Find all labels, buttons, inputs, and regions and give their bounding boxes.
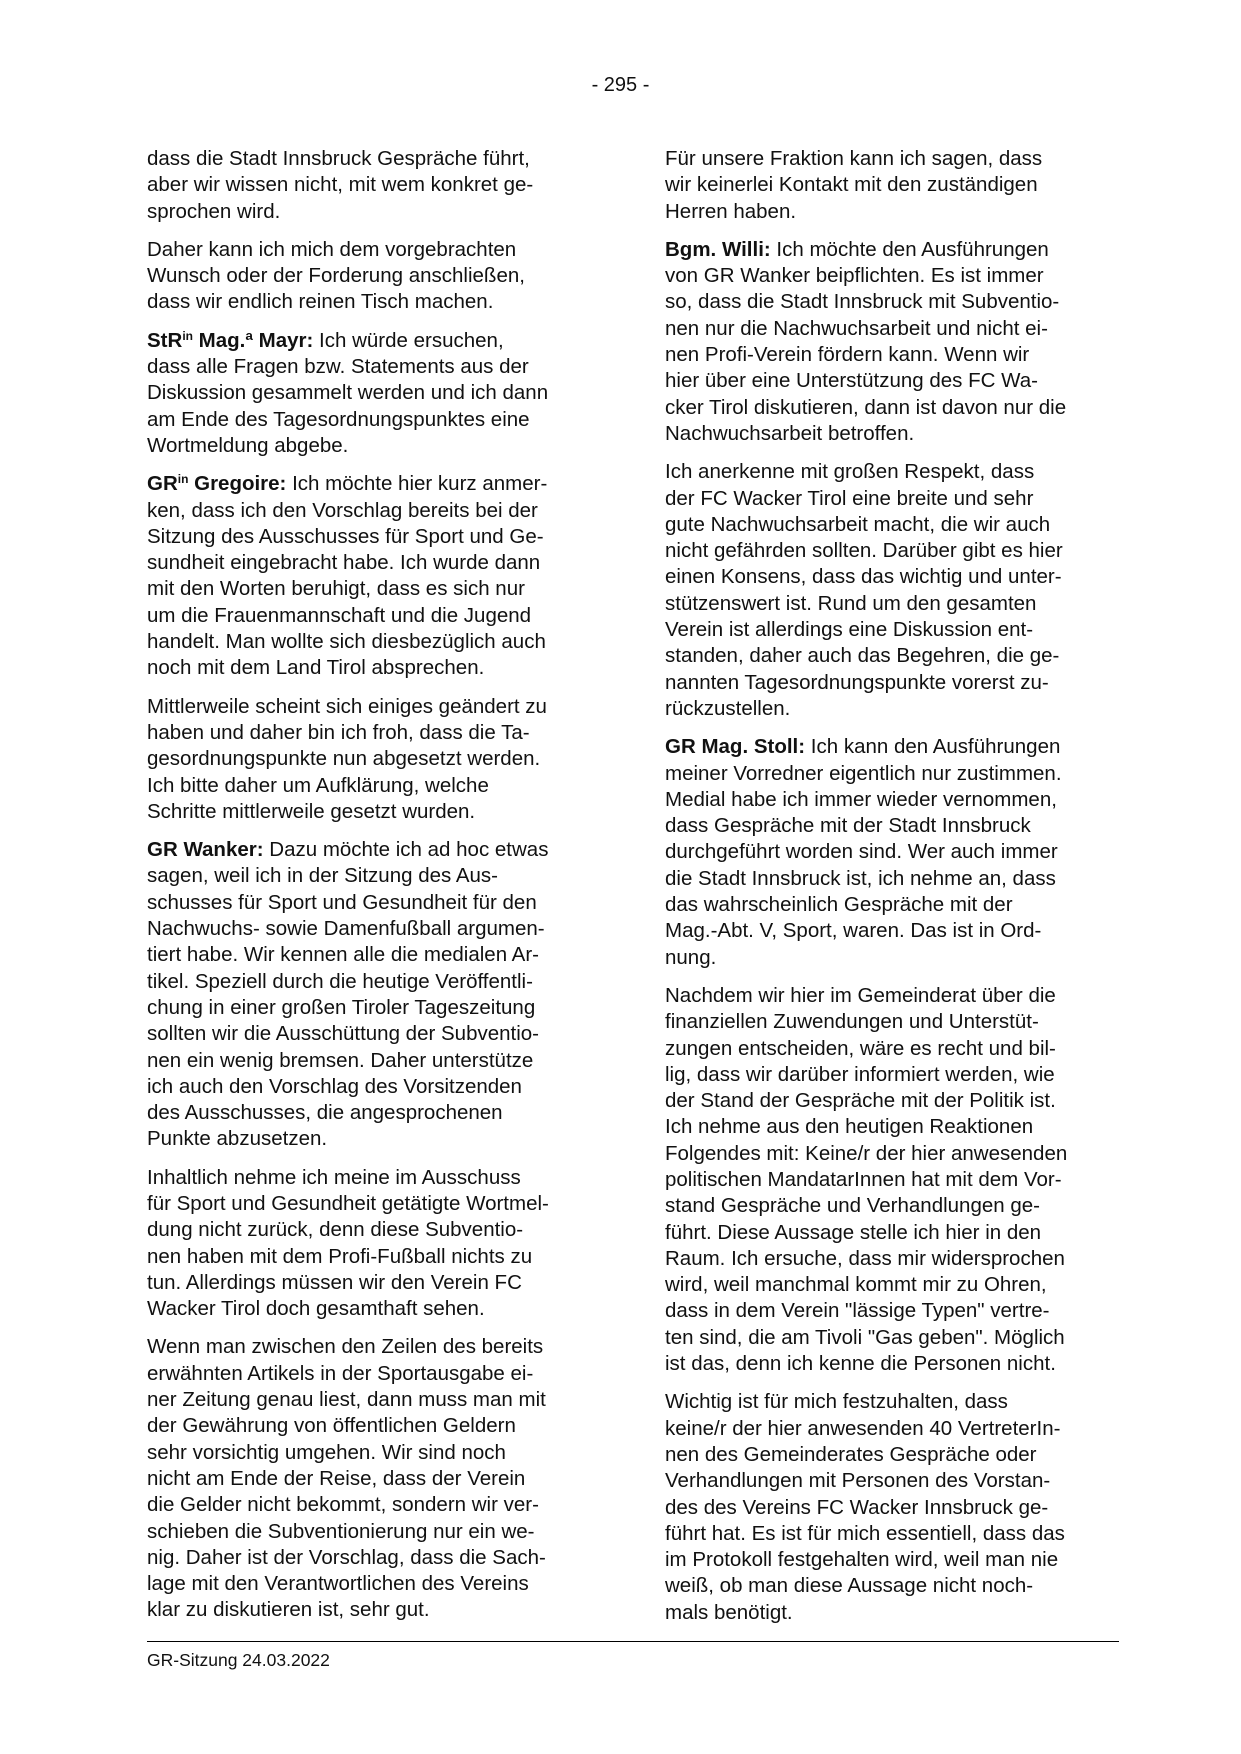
text-line: dass wir endlich reinen Tisch machen. bbox=[147, 290, 494, 314]
text-line: mit den Worten beruhigt, dass es sich nur bbox=[147, 577, 525, 601]
text-line: von GR Wanker beipflichten. Es ist immer bbox=[665, 264, 1044, 288]
text-line: GR Mag. Stoll: Ich kann den Ausführungen bbox=[665, 735, 1061, 759]
speaker-name: StR$^{in}$ Mag.ª Mayr: bbox=[147, 328, 314, 352]
text-line: stand Gespräche und Verhandlungen ge- bbox=[665, 1194, 1040, 1218]
text-line: ten sind, die am Tivoli "Gas geben". Möglich bbox=[665, 1325, 1065, 1349]
text-line: dung nicht zurück, denn diese Subventio- bbox=[147, 1218, 524, 1242]
speech-willi bbox=[665, 237, 1115, 447]
text-line: StR$^{in}$ Mag.ª Mayr: Ich würde ersuchen, bbox=[147, 328, 504, 352]
paragraph bbox=[147, 694, 597, 825]
text-line: Wenn man zwischen den Zeilen des bereits bbox=[147, 1335, 544, 1359]
text-line: des des Vereins FC Wacker Innsbruck ge- bbox=[665, 1495, 1049, 1519]
text-line: Diskussion gesammelt werden und ich dann bbox=[147, 381, 549, 405]
text-line: sollten wir die Ausschüttung der Subventio- bbox=[147, 1022, 540, 1046]
page-number: - 295 - bbox=[591, 74, 650, 96]
text-line: dass Gespräche mit der Stadt Innsbruck bbox=[665, 814, 1031, 838]
text-line: nen des Gemeinderates Gespräche oder bbox=[665, 1442, 1037, 1466]
text-line: $GR^{in}$ Gregoire: Ich möchte hier kurz anmer- bbox=[147, 472, 548, 496]
text-line: nen ein wenig bremsen. Daher unterstütze bbox=[147, 1048, 534, 1072]
text-line: Nachwuchs- sowie Damenfußball argumen- bbox=[147, 917, 545, 941]
text-line: sagen, weil ich in der Sitzung des Aus- bbox=[147, 864, 498, 888]
text-line: die Gelder nicht bekommt, sondern wir ver- bbox=[147, 1493, 539, 1517]
speech-gregoire bbox=[147, 471, 597, 681]
text-line: lig, dass wir darüber informiert werden, wie bbox=[665, 1062, 1055, 1086]
text-line: nen Profi-Verein fördern kann. Wenn wir bbox=[665, 343, 1030, 367]
text-line: tiert habe. Wir kennen alle die medialen Ar- bbox=[147, 943, 539, 967]
text-line: sehr vorsichtig umgehen. Wir sind noch bbox=[147, 1440, 506, 1464]
text-line: nannten Tagesordnungspunkte vorerst zu- bbox=[665, 670, 1049, 694]
text-line: Mag.-Abt. V, Sport, waren. Das ist in Ord- bbox=[665, 919, 1042, 943]
text-line: des Ausschusses, die angesprochenen bbox=[147, 1101, 503, 1125]
text-line: Nachdem wir hier im Gemeinderat über die bbox=[665, 983, 1056, 1007]
text-line: ken, dass ich den Vorschlag bereits bei der bbox=[147, 498, 538, 522]
speech-mayr bbox=[147, 328, 597, 459]
text-line: erwähnten Artikels in der Sportausgabe ei- bbox=[147, 1361, 534, 1385]
text-line: lage mit den Verantwortlichen des Vereins bbox=[147, 1572, 529, 1596]
text-line: Wortmeldung abgebe. bbox=[147, 433, 349, 457]
text-line: Inhaltlich nehme ich meine im Ausschuss bbox=[147, 1165, 521, 1189]
text-line: schieben die Subventionierung nur ein we- bbox=[147, 1519, 535, 1543]
text-line: dass in dem Verein "lässige Typen" vertre- bbox=[665, 1299, 1050, 1323]
right-column bbox=[665, 146, 1115, 1638]
text-line: Wichtig ist für mich festzuhalten, dass bbox=[665, 1390, 1008, 1414]
text-line: mals benötigt. bbox=[665, 1600, 793, 1624]
text-line: ich auch den Vorschlag des Vorsitzenden bbox=[147, 1074, 522, 1098]
text-line: die Stadt Innsbruck ist, ich nehme an, dass bbox=[665, 866, 1056, 890]
text-line: klar zu diskutieren ist, sehr gut. bbox=[147, 1598, 430, 1622]
speech-stoll bbox=[665, 734, 1115, 971]
text-line: so, dass die Stadt Innsbruck mit Subventio- bbox=[665, 290, 1060, 314]
text-line: Medial habe ich immer wieder vernommen, bbox=[665, 787, 1057, 811]
text-line: Folgendes mit: Keine/r der hier anwesenden bbox=[665, 1141, 1068, 1165]
text-line: Raum. Ich ersuche, dass mir widersprochen bbox=[665, 1246, 1065, 1270]
text-line: GR Wanker: Dazu möchte ich ad hoc etwas bbox=[147, 838, 549, 862]
paragraph bbox=[147, 237, 597, 316]
text-line: nicht gefährden sollten. Darüber gibt es hier bbox=[665, 539, 1063, 563]
text-line: weiß, ob man diese Aussage nicht noch- bbox=[665, 1574, 1034, 1598]
paragraph bbox=[147, 1165, 597, 1323]
text-line: Ich nehme aus den heutigen Reaktionen bbox=[665, 1115, 1034, 1139]
speaker-name: GR Mag. Stoll: bbox=[665, 735, 806, 759]
text-line: Verein ist allerdings eine Diskussion ent- bbox=[665, 618, 1034, 642]
text-line: führt. Diese Aussage stelle ich hier in den bbox=[665, 1220, 1042, 1244]
text-line: gute Nachwuchsarbeit macht, die wir auch bbox=[665, 512, 1051, 536]
text-line: am Ende des Tagesordnungspunktes eine bbox=[147, 407, 530, 431]
speaker-name: Bgm. Willi: bbox=[665, 237, 771, 261]
text-line: keine/r der hier anwesenden 40 VertreterIn- bbox=[665, 1416, 1061, 1440]
text-line: nig. Daher ist der Vorschlag, dass die Sach- bbox=[147, 1545, 546, 1569]
text-line: Mittlerweile scheint sich einiges geändert zu bbox=[147, 694, 547, 718]
text-line: der Gewährung von öffentlichen Geldern bbox=[147, 1414, 516, 1438]
text-line: Ich anerkenne mit großen Respekt, dass bbox=[665, 460, 1035, 484]
text-line: haben und daher bin ich froh, dass die Ta- bbox=[147, 720, 530, 744]
text-line: chung in einer großen Tiroler Tageszeitung bbox=[147, 995, 536, 1019]
text-line: tikel. Speziell durch die heutige Veröffentli- bbox=[147, 969, 533, 993]
text-line: wird, weil manchmal kommt mir zu Ohren, bbox=[665, 1273, 1047, 1297]
footer-divider bbox=[147, 1641, 1119, 1642]
text-line: Bgm. Willi: Ich möchte den Ausführungen bbox=[665, 237, 1049, 261]
text-line: finanziellen Zuwendungen und Unterstüt- bbox=[665, 1010, 1039, 1034]
text-line: Für unsere Fraktion kann ich sagen, dass bbox=[665, 147, 1043, 170]
text-line: einen Konsens, dass das wichtig und unter- bbox=[665, 565, 1062, 589]
text-line: Punkte abzusetzen. bbox=[147, 1127, 328, 1151]
text-line: sundheit eingebracht habe. Ich wurde dann bbox=[147, 551, 541, 575]
speech-wanker bbox=[147, 837, 597, 1153]
text-line: aber wir wissen nicht, mit wem konkret ge- bbox=[147, 173, 534, 197]
text-line: hier über eine Unterstützung des FC Wa- bbox=[665, 369, 1038, 393]
text-line: zungen entscheiden, wäre es recht und bil- bbox=[665, 1036, 1056, 1060]
text-line: meiner Vorredner eigentlich nur zustimmen. bbox=[665, 761, 1062, 785]
text-line: Wunsch oder der Forderung anschließen, bbox=[147, 264, 525, 288]
text-line: nen nur die Nachwuchsarbeit und nicht ei- bbox=[665, 316, 1048, 340]
text-line: führt hat. Es ist für mich essentiell, dass das bbox=[665, 1521, 1065, 1545]
text-line: ner Zeitung genau liest, dann muss man mit bbox=[147, 1388, 546, 1412]
text-line: Nachwuchsarbeit betroffen. bbox=[665, 421, 915, 445]
speaker-name: $GR^{in}$ Gregoire: bbox=[147, 472, 287, 496]
text-line: Herren haben. bbox=[665, 199, 797, 223]
text-line: stützenswert ist. Rund um den gesamten bbox=[665, 591, 1037, 615]
text-line: Schritte mittlerweile gesetzt wurden. bbox=[147, 799, 476, 823]
text-line: im Protokoll festgehalten wird, weil man nie bbox=[665, 1548, 1059, 1572]
paragraph bbox=[147, 146, 597, 225]
left-column bbox=[147, 146, 597, 1636]
text-line: durchgeführt worden sind. Wer auch immer bbox=[665, 840, 1058, 864]
text-line: ist das, denn ich kenne die Personen nicht. bbox=[665, 1352, 1056, 1376]
paragraph bbox=[665, 459, 1115, 722]
text-line: politischen MandatarInnen hat mit dem Vor- bbox=[665, 1167, 1062, 1191]
text-line: gesordnungspunkte nun abgesetzt werden. bbox=[147, 747, 541, 771]
text-line: Sitzung des Ausschusses für Sport und Ge- bbox=[147, 524, 544, 548]
text-line: wir keinerlei Kontakt mit den zuständigen bbox=[665, 173, 1038, 197]
text-line: rückzustellen. bbox=[665, 696, 791, 720]
text-line: dass alle Fragen bzw. Statements aus der bbox=[147, 355, 529, 379]
speaker-name: GR Wanker: bbox=[147, 838, 264, 862]
text-line: tun. Allerdings müssen wir den Verein FC bbox=[147, 1270, 522, 1294]
text-line: Ich bitte daher um Aufklärung, welche bbox=[147, 773, 489, 797]
footer-session-date: GR-Sitzung 24.03.2022 bbox=[147, 1650, 330, 1670]
text-line: der FC Wacker Tirol eine breite und sehr bbox=[665, 486, 1034, 510]
text-line: nung. bbox=[665, 945, 717, 969]
text-line: cker Tirol diskutieren, dann ist davon nur die bbox=[665, 395, 1067, 419]
text-line: Verhandlungen mit Personen des Vorstan- bbox=[665, 1469, 1051, 1493]
text-line: um die Frauenmannschaft und die Jugend bbox=[147, 603, 532, 627]
text-line: Wacker Tirol doch gesamthaft sehen. bbox=[147, 1297, 485, 1321]
text-line: das wahrscheinlich Gespräche mit der bbox=[665, 893, 1013, 917]
text-line: schusses für Sport und Gesundheit für den bbox=[147, 890, 537, 914]
text-line: nen haben mit dem Profi-Fußball nichts zu bbox=[147, 1244, 533, 1268]
text-line: sprochen wird. bbox=[147, 199, 281, 223]
text-line: nicht am Ende der Reise, dass der Verein bbox=[147, 1466, 526, 1490]
text-line: dass die Stadt Innsbruck Gespräche führt, bbox=[147, 147, 530, 170]
text-line: noch mit dem Land Tirol absprechen. bbox=[147, 656, 485, 680]
text-line: der Stand der Gespräche mit der Politik ist. bbox=[665, 1089, 1056, 1113]
paragraph bbox=[665, 983, 1115, 1377]
text-line: handelt. Man wollte sich diesbezüglich auch bbox=[147, 630, 546, 654]
paragraph bbox=[665, 1389, 1115, 1626]
paragraph bbox=[665, 146, 1115, 225]
paragraph bbox=[147, 1334, 597, 1623]
text-line: für Sport und Gesundheit getätigte Wortmel- bbox=[147, 1191, 549, 1215]
text-line: standen, daher auch das Begehren, die ge- bbox=[665, 644, 1060, 668]
text-line: Daher kann ich mich dem vorgebrachten bbox=[147, 237, 517, 261]
